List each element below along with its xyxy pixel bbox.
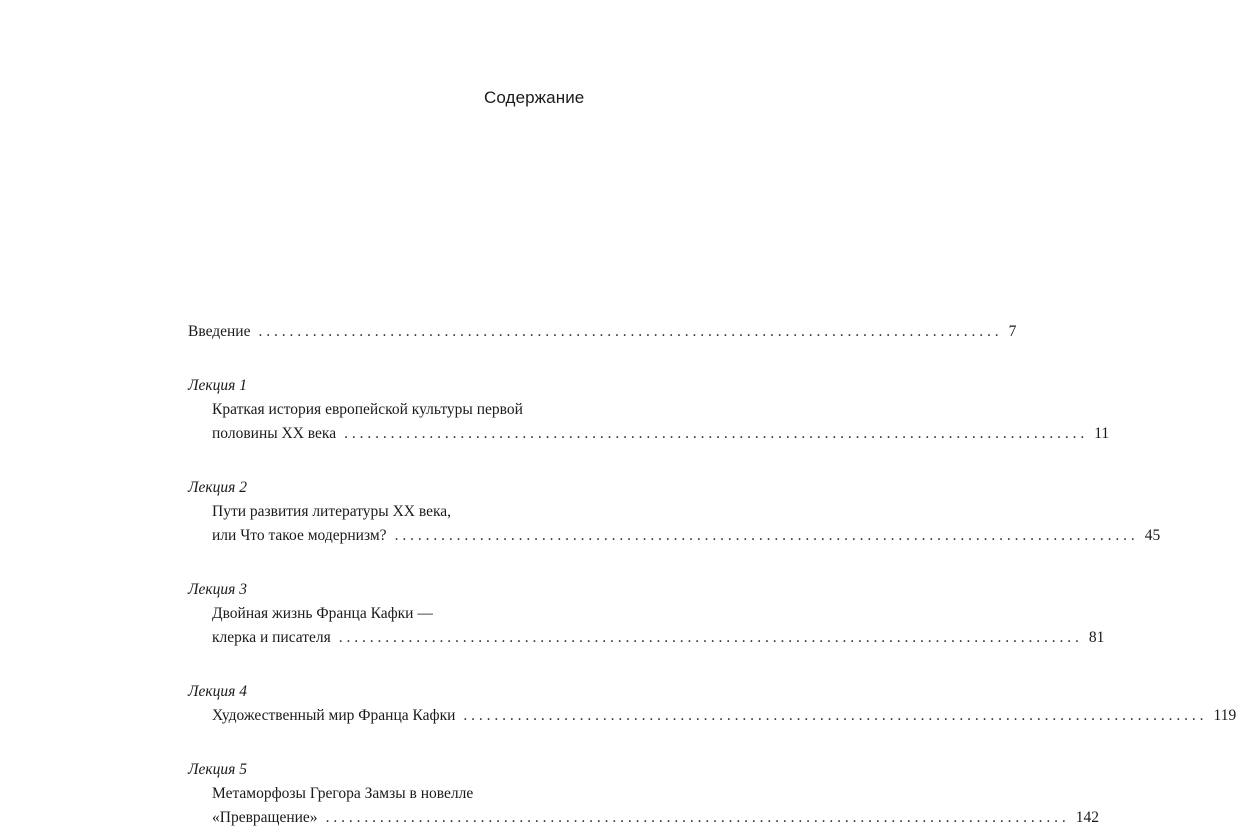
toc-entry-label: Пути развития литературы XX века, (212, 503, 452, 520)
lecture-heading: Лекция 4 (188, 683, 247, 700)
toc-entry-lecture-5 (188, 758, 1099, 830)
toc-entry-label: Метаморфозы Грегора Замзы в новелле (212, 785, 474, 802)
toc-line (188, 602, 573, 626)
leader-dots (463, 704, 1203, 728)
toc-entry-label: «Превращение» (212, 809, 318, 826)
toc-line (188, 524, 1161, 548)
toc-page-number: 81 (1088, 629, 1105, 646)
leader-dots (258, 320, 998, 344)
toc-line (188, 398, 573, 422)
toc-line (188, 422, 1110, 446)
toc-entry-label: Краткая история европейской культуры первой (212, 401, 523, 418)
toc-line (188, 806, 1099, 830)
toc-entry-label: или Что такое модернизм? (212, 527, 387, 544)
toc-entry-lecture-4 (188, 680, 1236, 728)
toc-page-number: 45 (1144, 527, 1161, 544)
lecture-heading: Лекция 3 (188, 581, 247, 598)
toc-entry-label: Двойная жизнь Франца Кафки — (212, 605, 433, 622)
toc-line (188, 320, 1017, 344)
toc-line (188, 704, 1236, 728)
toc-entry-lecture-3 (188, 578, 1105, 650)
toc-page-number: 142 (1075, 809, 1099, 826)
leader-dots (344, 422, 1084, 446)
lecture-heading: Лекция 2 (188, 479, 247, 496)
toc-entry-label: клерка и писателя (212, 629, 331, 646)
toc-page-number: 119 (1213, 707, 1236, 724)
leader-dots (395, 524, 1135, 548)
toc-line (188, 500, 573, 524)
toc-entry-intro (188, 320, 1017, 344)
toc-entry-label: половины XX века (212, 425, 337, 442)
toc-entry-lecture-2 (188, 476, 1161, 548)
toc-page-number: 7 (1008, 323, 1017, 340)
toc-page-number: 11 (1094, 425, 1110, 442)
toc-line (188, 782, 573, 806)
toc-line (188, 626, 1105, 650)
table-of-contents (188, 320, 1236, 830)
page-title: Содержание (484, 88, 585, 107)
lecture-heading: Лекция 5 (188, 761, 247, 778)
toc-entry-label: Введение (188, 323, 251, 340)
leader-dots (326, 806, 1066, 830)
toc-entry-lecture-1 (188, 374, 1110, 446)
leader-dots (339, 626, 1079, 650)
toc-entry-label: Художественный мир Франца Кафки (212, 707, 456, 724)
lecture-heading: Лекция 1 (188, 377, 247, 394)
